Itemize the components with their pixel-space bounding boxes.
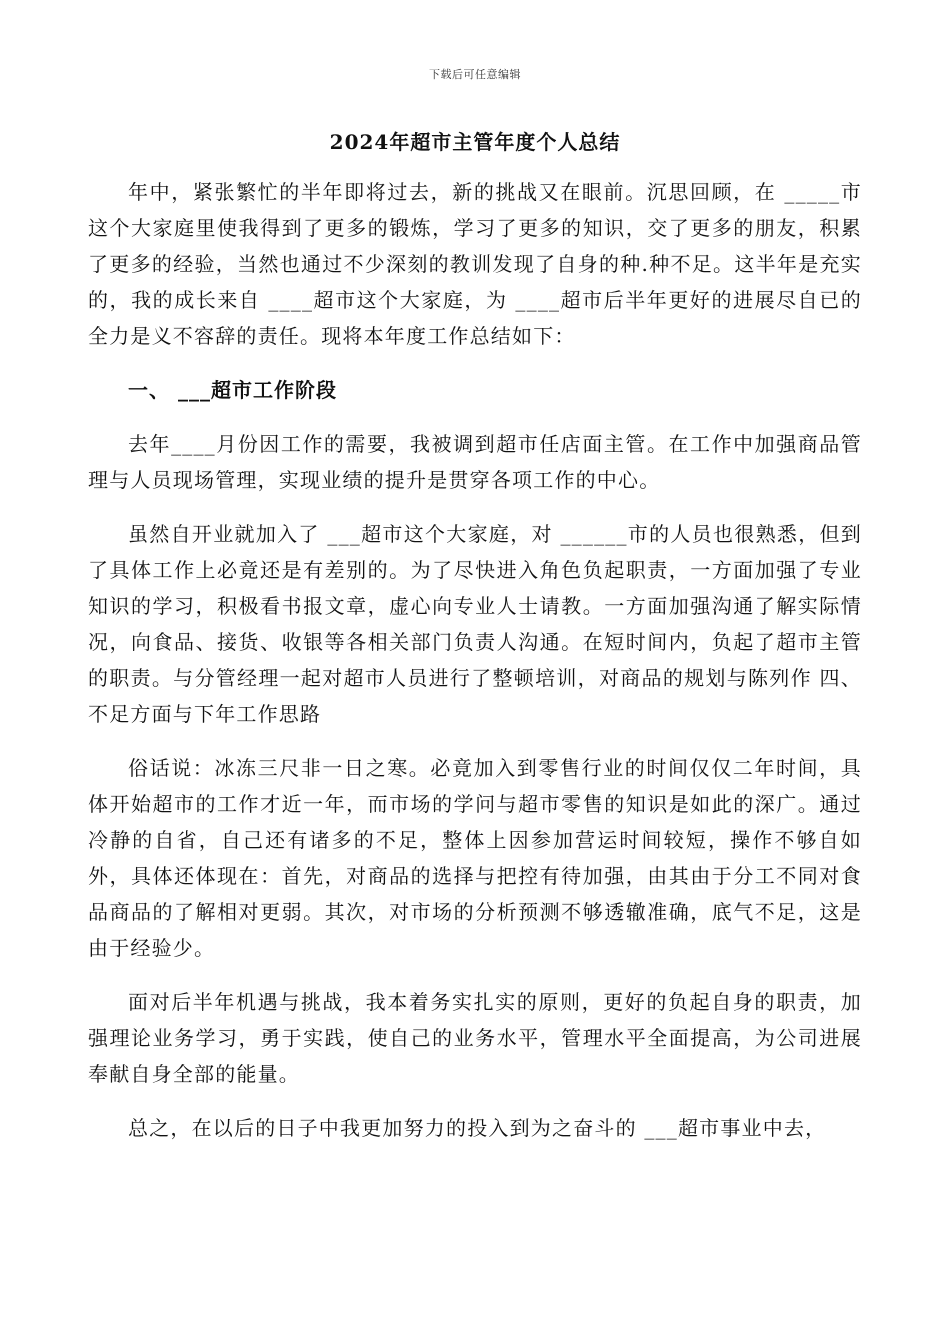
paragraph-shortcomings: 俗话说：冰冻三尺非一日之寒。必竟加入到零售行业的时间仅仅二年时间，具体开始超市的工作才近一年，而市场的学问与超市零售的知识是如此的深广。通过冷静的自省，自己还有诸多的不足，整体上因参加营运时间较短，操作不够自如外，具体还体现在：首先，对商品的选择与把控有待加强，由其由于分工不同对食品商品的了解相对更弱。其次，对市场的分析预测不够透辙准确，底气不足，这是由于经验少。: [88, 756, 862, 960]
document-body: [88, 174, 862, 1146]
header-note: 下载后可任意编辑: [429, 68, 521, 81]
paragraph-intro: 年中，紧张繁忙的半年即将过去，新的挑战又在眼前。沉思回顾，在 _____市这个大家庭里使我得到了更多的锻炼，学习了更多的知识，交了更多的朋友，积累了更多的经验，当然也通过不少深刻的教训发现了自身的种.种不足。这半年是充实的，我的成长来自 ____超市这个大家庭，为 ____超市后半年更好的进展尽自已的全力是义不容辞的责任。现将本年度工作总结如下：: [88, 180, 862, 348]
document-title: 2024年超市主管年度个人总结: [329, 130, 621, 154]
paragraph-assignment: 去年____月份因工作的需要，我被调到超市任店面主管。在工作中加强商品管理与人员现场管理，实现业绩的提升是贯穿各项工作的中心。: [88, 432, 862, 492]
paragraph-role-adaptation: 虽然自开业就加入了 ___超市这个大家庭，对 ______市的人员也很熟悉，但到了具体工作上必竟还是有差别的。为了尽快进入角色负起职责，一方面加强了专业知识的学习，积极看书报文章，虚心向专业人士请教。一方面加强沟通了解实际情况，向食品、接货、收银等各相关部门负责人沟通。在短时间内，负起了超市主管的职责。与分管经理一起对超市人员进行了整顿培训，对商品的规划与陈列作 四、不足方面与下年工作思路: [88, 522, 862, 726]
paragraph-conclusion: 总之，在以后的日子中我更加努力的投入到为之奋斗的 ___超市事业中去，: [128, 1116, 827, 1140]
paragraph-outlook: 面对后半年机遇与挑战，我本着务实扎实的原则，更好的负起自身的职责，加强理论业务学习，勇于实践，使自己的业务水平，管理水平全面提高，为公司进展奉献自身全部的能量。: [88, 990, 862, 1086]
section-heading-1: 一、 ___超市工作阶段: [128, 378, 337, 402]
